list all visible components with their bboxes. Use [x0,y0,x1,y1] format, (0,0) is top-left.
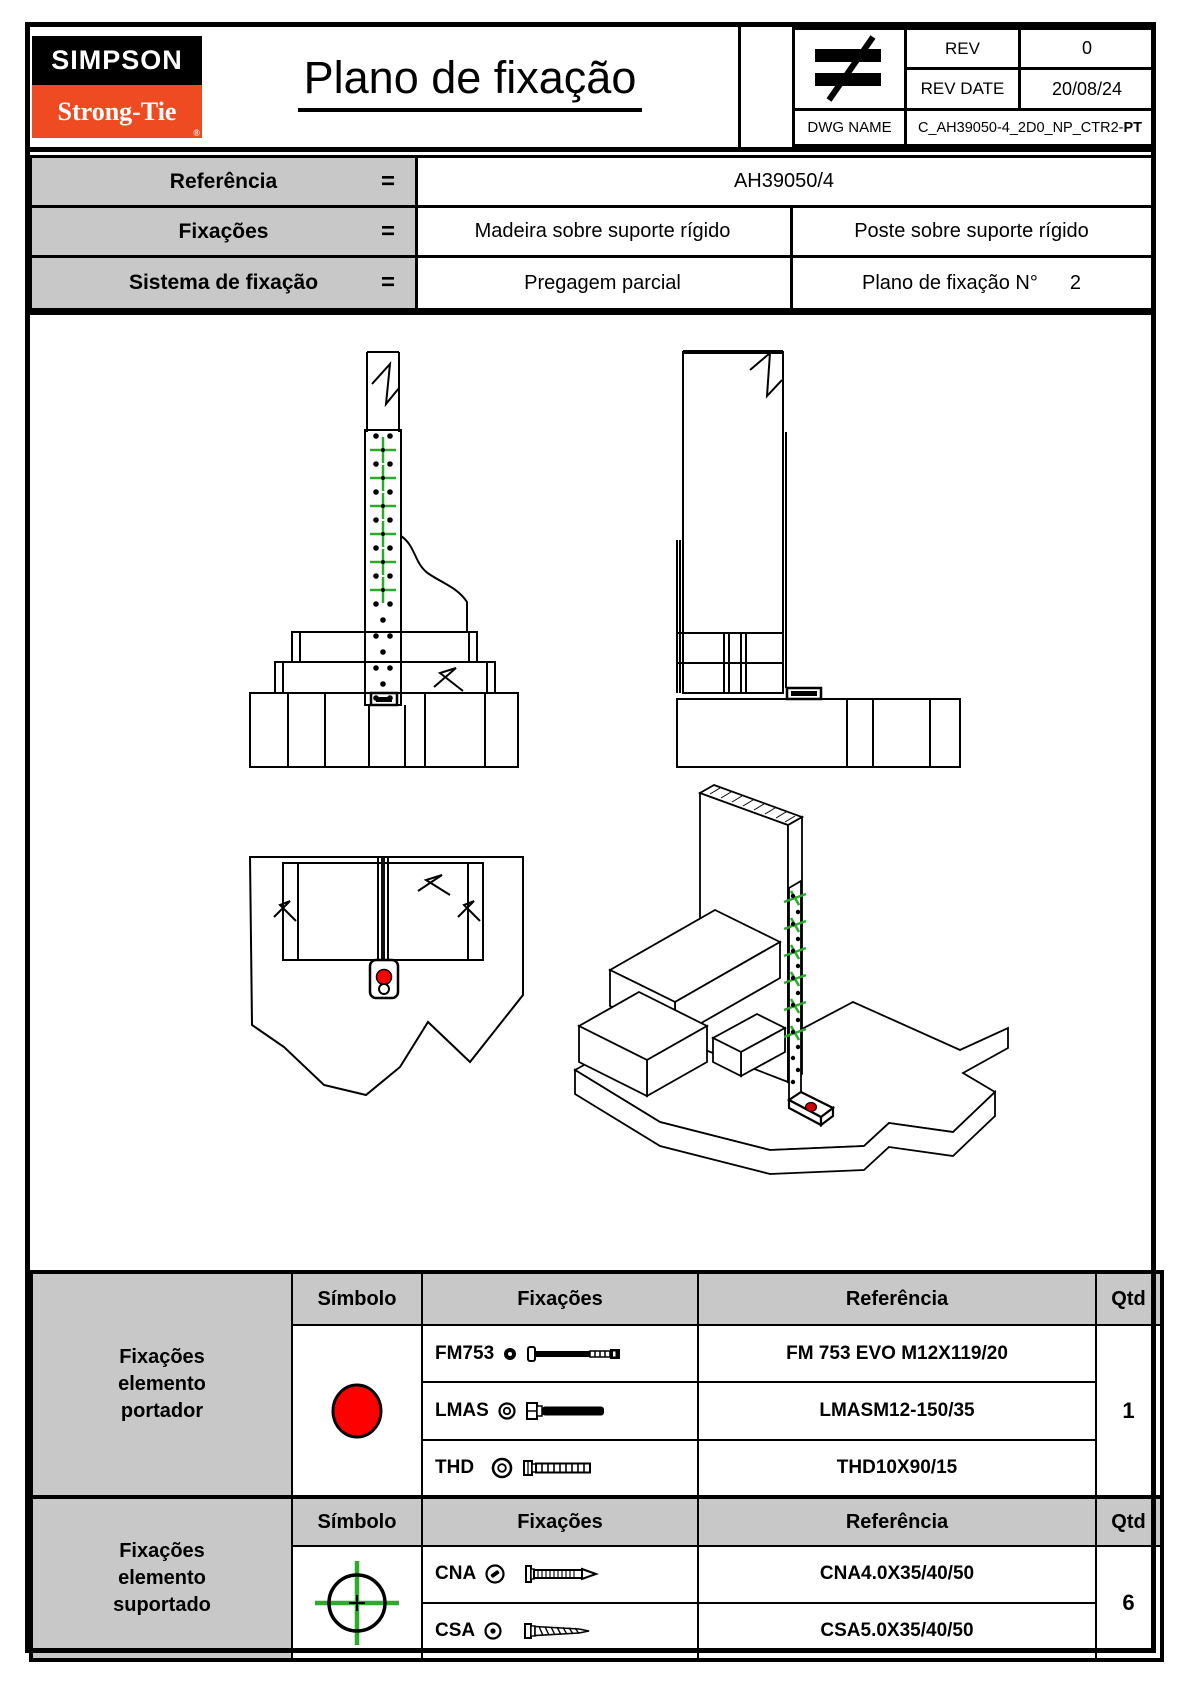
reference-csa: CSA5.0X35/40/50 [697,1602,1095,1659]
fm753-dot-icon [502,1346,518,1362]
front-view-drawing [230,340,530,770]
rev-value-cell: 0 [1018,27,1156,70]
supported-group-label: Fixações elemento suportado [33,1499,291,1658]
supported-symbol-cell [291,1545,421,1658]
page-title: Plano de fixação [245,52,695,112]
plan-view-drawing [230,845,530,1115]
rev-date-value-cell: 20/08/24 [1018,67,1156,111]
strongtie-logo-text: Strong-Tie [57,96,177,126]
reference-fm753: FM 753 EVO M12X119/20 [697,1324,1095,1381]
rev-label-cell: REV [904,27,1021,70]
col-header-simbolo: Símbolo [291,1499,421,1545]
simpson-logo-text: SIMPSON [51,45,183,75]
carrier-anchor-marker [377,970,392,985]
header-bottom-rule [25,147,1156,152]
iso-carrier-anchor-marker [806,1103,817,1112]
referencia-label: Referência = [32,158,418,205]
equals-sign: = [380,217,395,245]
simpson-logo [32,36,202,85]
fixing-row-cna: CNA [421,1545,697,1602]
equals-sign: = [380,269,395,296]
header-divider [738,27,741,147]
carrier-fixings-table [29,1270,1164,1500]
col-header-fixacoes: Fixações [421,1499,697,1545]
info-row-sistema [29,255,1156,311]
fm753-bolt-icon [526,1341,630,1367]
fixing-row-fm753: FM753 [421,1324,697,1381]
col-header-referencia: Referência [697,1274,1095,1324]
fixacoes-label: Fixações = [32,208,418,255]
green-crosshair-symbol-icon [307,1553,407,1653]
thd-ring-icon [490,1456,514,1480]
sistema-value-left: Pregagem parcial [415,258,793,308]
side-view-drawing [620,340,980,770]
col-header-simbolo: Símbolo [291,1274,421,1324]
referencia-value: AH39050/4 [733,170,835,192]
reference-lmas: LMASM12-150/35 [697,1381,1095,1438]
reference-cna: CNA4.0X35/40/50 [697,1545,1095,1602]
dwg-name-label-cell: DWG NAME [792,108,907,147]
rev-date-label-cell: REV DATE [904,67,1021,111]
col-header-fixacoes: Fixações [421,1274,697,1324]
equals-sign: = [380,167,395,195]
plano-numero: Plano de fixação N° 2 [861,271,1081,294]
fixacoes-value-right: Poste sobre suporte rígido [854,220,1089,242]
csa-screw-icon [523,1618,619,1644]
fixing-row-lmas: LMAS [421,1381,697,1438]
drawing-area-top-rule [25,311,1156,315]
col-header-qtd: Qtd [1095,1499,1160,1545]
dwg-name-value-cell: C_AH39050-4_2D0_NP_CTR2- PT [904,108,1156,147]
fixacoes-value-left: Madeira sobre suporte rígido [415,208,793,255]
carrier-group-label: Fixações elemento portador [33,1274,291,1496]
carrier-symbol-cell [291,1324,421,1496]
fixing-row-thd: THD [421,1439,697,1496]
col-header-qtd: Qtd [1095,1274,1160,1324]
csa-circle-icon [483,1621,503,1641]
carrier-qty-cell: 1 [1095,1324,1160,1496]
supported-fixings-table [29,1495,1164,1662]
reference-thd: THD10X90/15 [697,1439,1095,1496]
col-header-referencia: Referência [697,1499,1095,1545]
cna-nail-icon [524,1561,620,1587]
isometric-view-drawing [565,740,1015,1190]
thd-screw-icon [522,1455,618,1481]
red-circle-symbol-icon [322,1379,392,1443]
sistema-label: Sistema de fixação = [32,258,418,308]
registered-mark: ® [193,128,200,138]
fixing-row-csa: CSA [421,1602,697,1659]
lmas-anchor-icon [525,1398,625,1424]
cna-circle-icon [484,1563,506,1585]
not-equal-icon [805,34,895,104]
info-row-fixacoes [29,205,1156,258]
info-row-referencia [29,155,1156,208]
supported-qty-cell: 6 [1095,1545,1160,1658]
not-equal-stamp [792,27,907,111]
lmas-ring-icon [497,1401,517,1421]
strongtie-logo [32,85,202,138]
